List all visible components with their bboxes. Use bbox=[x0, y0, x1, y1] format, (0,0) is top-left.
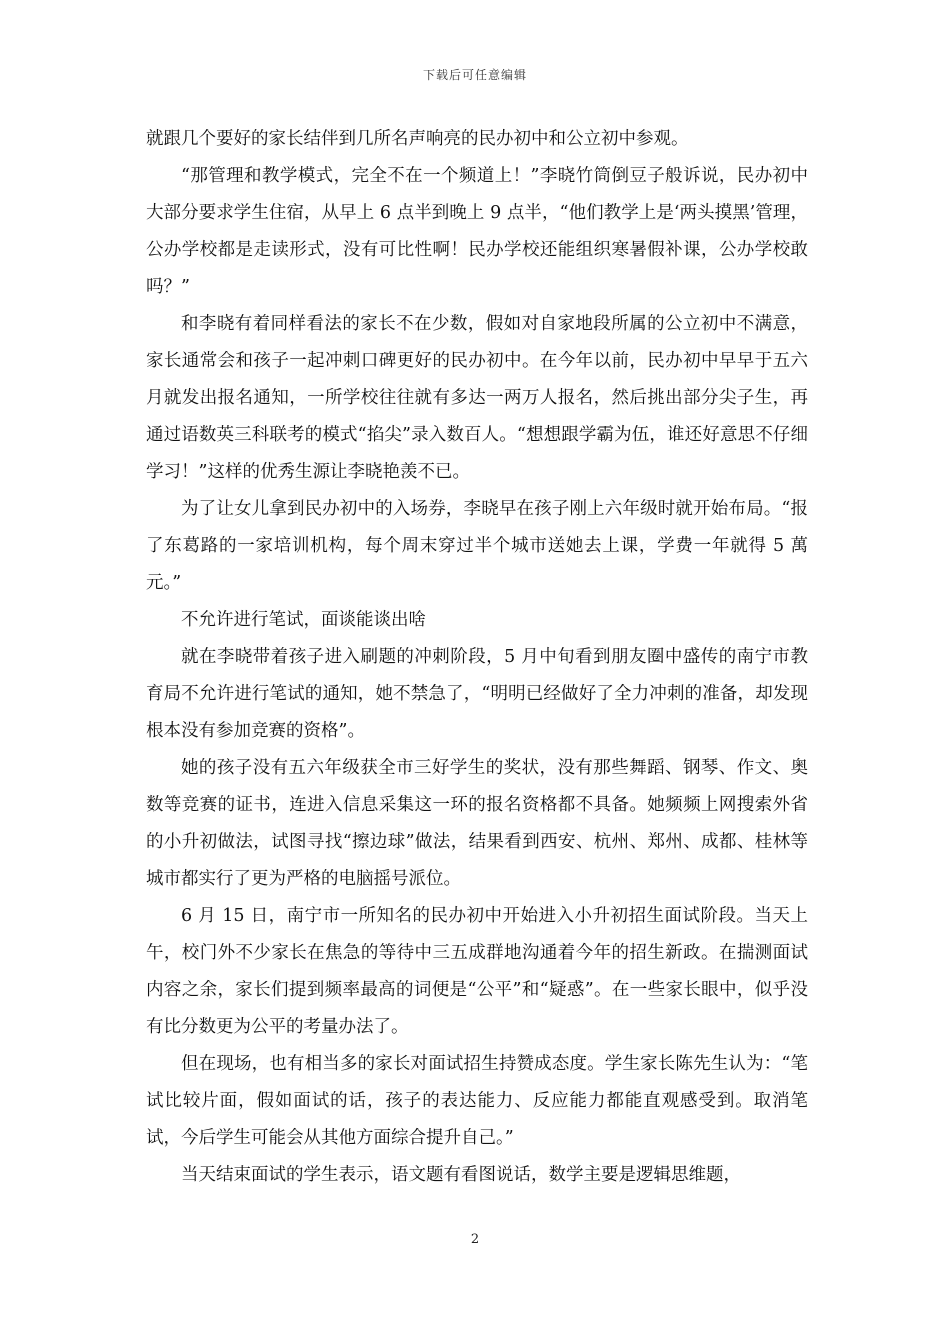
page-header: 下载后可任意编辑 bbox=[422, 68, 527, 82]
paragraph: 为了让女儿拿到民办初中的入场券，李晓早在孩子刚上六年级时就开始布局。“报了东葛路的一家培训机构，每个周末穿过半个城市送她去上课，学费一年就得 5 萬元。” bbox=[146, 499, 808, 593]
paragraph: 当天结束面试的学生表示，语文题有看图说话，数学主要是逻辑思维题， bbox=[181, 1165, 741, 1185]
paragraph: 就在李晓带着孩子进入刷题的冲刺阶段，5 月中旬看到朋友圈中盛传的南宁市教育局不允许进行笔试的通知，她不禁急了，“明明已经做好了全力冲刺的准备，却发现根本没有参加竞赛的资格”。 bbox=[146, 647, 808, 741]
page-number: 2 bbox=[470, 1232, 480, 1247]
paragraph: 她的孩子没有五六年级获全市三好学生的奖状，没有那些舞蹈、钢琴、作文、奥数等竞赛的证书，连进入信息采集这一环的报名资格都不具备。她频频上网搜索外省的小升初做法，试图寻找“擦边球”做法，结果看到西安、杭州、郑州、成都、桂林等城市都实行了更为严格的电脑摇号派位。 bbox=[146, 758, 808, 889]
paragraph: “那管理和教学模式，完全不在一个频道上！”李晓竹筒倒豆子般诉说，民办初中大部分要求学生住宿，从早上 6 点半到晚上 9 点半，“他们教学上是‘两头摸黑’管理，公办学校都是走读形式，没有可比性啊！民办学校还能组织寒暑假补课，公办学校敢吗？” bbox=[146, 166, 808, 297]
paragraph: 和李晓有着同样看法的家长不在少数，假如对自家地段所属的公立初中不满意，家长通常会和孩子一起冲刺口碑更好的民办初中。在今年以前，民办初中早早于五六月就发出报名通知，一所学校往往就有多达一两万人报名，然后挑出部分尖子生，再通过语数英三科联考的模式“掐尖”录入数百人。“想想跟学霸为伍，谁还好意思不仔细学习！”这样的优秀生源让李晓艳羡不已。 bbox=[146, 314, 808, 482]
paragraph: 6 月 15 日，南宁市一所知名的民办初中开始进入小升初招生面试阶段。当天上午，校门外不少家长在焦急的等待中三五成群地沟通着今年的招生新政。在揣测面试内容之余，家长们提到频率最高的词便是“公平”和“疑惑”。在一些家长眼中，似乎没有比分数更为公平的考量办法了。 bbox=[146, 906, 808, 1037]
document-body bbox=[146, 121, 808, 1194]
section-heading: 不允许进行笔试，面谈能谈出啥 bbox=[181, 610, 426, 630]
paragraph: 就跟几个要好的家长结伴到几所名声响亮的民办初中和公立初中参观。 bbox=[146, 129, 689, 149]
paragraph: 但在现场，也有相当多的家长对面试招生持赞成态度。学生家长陈先生认为：“笔试比较片面，假如面试的话，孩子的表达能力、反应能力都能直观感受到。取消笔试，今后学生可能会从其他方面综合提升自己。” bbox=[146, 1054, 808, 1148]
